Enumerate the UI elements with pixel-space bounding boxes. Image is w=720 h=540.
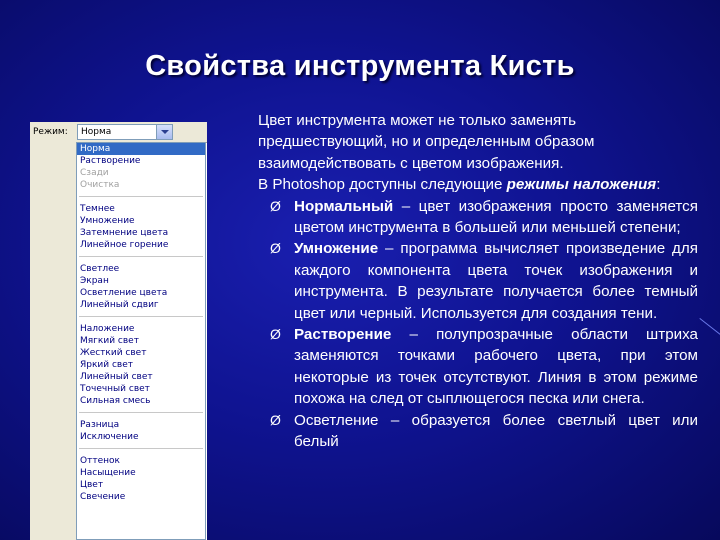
blend-mode-item[interactable]: Темнее: [80, 204, 115, 214]
decorative-line: [699, 318, 720, 374]
arrow-bullet-icon: Ø: [270, 240, 281, 257]
blend-mode-item[interactable]: Цвет: [80, 480, 104, 490]
modes-heading: [258, 174, 698, 195]
mode-term: Умножение: [294, 240, 379, 258]
mode-bullet-item: [258, 238, 698, 324]
mode-dropdown[interactable]: [77, 124, 173, 140]
mode-description: – цвет изображения просто заменяется цветом инструмента в большей или меньшей степени;: [294, 197, 698, 237]
mode-description: – программа вычисляет произведение для каждого компонента цвета точек изображения и инструмента. В результате получается более темный цвет или черный. Используется для создания тени.: [294, 240, 698, 322]
mode-bullet-item: [258, 410, 698, 453]
modes-suffix: :: [656, 176, 661, 194]
blend-mode-item[interactable]: Свечение: [80, 492, 126, 502]
mode-row: [30, 122, 207, 143]
mode-dropdown-value: Норма: [81, 127, 112, 137]
blend-mode-item[interactable]: Затемнение цвета: [80, 228, 169, 238]
blend-mode-item[interactable]: Наложение: [80, 324, 135, 334]
arrow-bullet-icon: Ø: [270, 411, 281, 428]
mode-bullet-item: [258, 196, 698, 239]
list-separator: [79, 256, 203, 257]
blend-mode-item[interactable]: Исключение: [80, 432, 139, 442]
blend-mode-item: Сзади: [80, 168, 109, 178]
chevron-down-icon[interactable]: [156, 125, 172, 139]
blend-mode-item[interactable]: Линейное горение: [80, 240, 169, 250]
blend-mode-item[interactable]: Точечный свет: [80, 384, 150, 394]
blend-mode-item[interactable]: Мягкий свет: [80, 336, 139, 346]
blend-mode-item[interactable]: Линейный свет: [80, 372, 153, 382]
text-body: [258, 110, 698, 453]
blend-mode-item[interactable]: Экран: [80, 276, 109, 286]
list-separator: [79, 412, 203, 413]
blend-mode-item[interactable]: Растворение: [80, 156, 141, 166]
mode-bullets: [258, 196, 698, 453]
blend-mode-item[interactable]: Линейный сдвиг: [80, 300, 159, 310]
blend-mode-item[interactable]: Умножение: [80, 216, 135, 226]
arrow-bullet-icon: Ø: [270, 326, 281, 343]
modes-prefix: В Photoshop доступны следующие: [258, 176, 507, 194]
slide-title: Свойства инструмента Кисть: [145, 50, 575, 82]
blend-mode-item[interactable]: Разница: [80, 420, 120, 430]
intro-paragraph: Цвет инструмента может не только заменять предшествующий, но и определенным образом взаимодействовать с цветом изображения.: [258, 112, 595, 172]
blend-mode-item[interactable]: Жесткий свет: [80, 348, 147, 358]
list-separator: [79, 316, 203, 317]
blend-mode-item[interactable]: Светлее: [80, 264, 120, 274]
blend-mode-list: [76, 142, 206, 540]
blend-mode-item[interactable]: Яркий свет: [80, 360, 133, 370]
modes-term: режимы наложения: [506, 176, 657, 194]
list-separator: [79, 448, 203, 449]
mode-description: – полупрозрачные области штриха заменяются точками рабочего цвета, при этом некоторые из точек отсутствуют. Линия в этом режиме похожа на след от сыплющегося песка или снега.: [294, 326, 698, 408]
mode-bullet-item: [258, 324, 698, 410]
blend-mode-panel: [30, 122, 207, 540]
blend-mode-item: Очистка: [80, 180, 120, 190]
blend-mode-item[interactable]: Сильная смесь: [80, 396, 151, 406]
panel-side-area: [30, 142, 76, 540]
mode-term: Растворение: [294, 326, 392, 344]
blend-mode-item[interactable]: Насыщение: [80, 468, 136, 478]
list-separator: [79, 196, 203, 197]
blend-mode-item[interactable]: Осветление цвета: [80, 288, 168, 298]
blend-mode-item[interactable]: Оттенок: [80, 456, 120, 466]
blend-mode-item[interactable]: Норма: [77, 143, 205, 155]
mode-description: Осветление – образуется более светлый цвет или белый: [294, 411, 698, 451]
mode-term: Нормальный: [294, 197, 394, 215]
mode-label: Режим:: [33, 127, 68, 137]
arrow-bullet-icon: Ø: [270, 197, 281, 214]
